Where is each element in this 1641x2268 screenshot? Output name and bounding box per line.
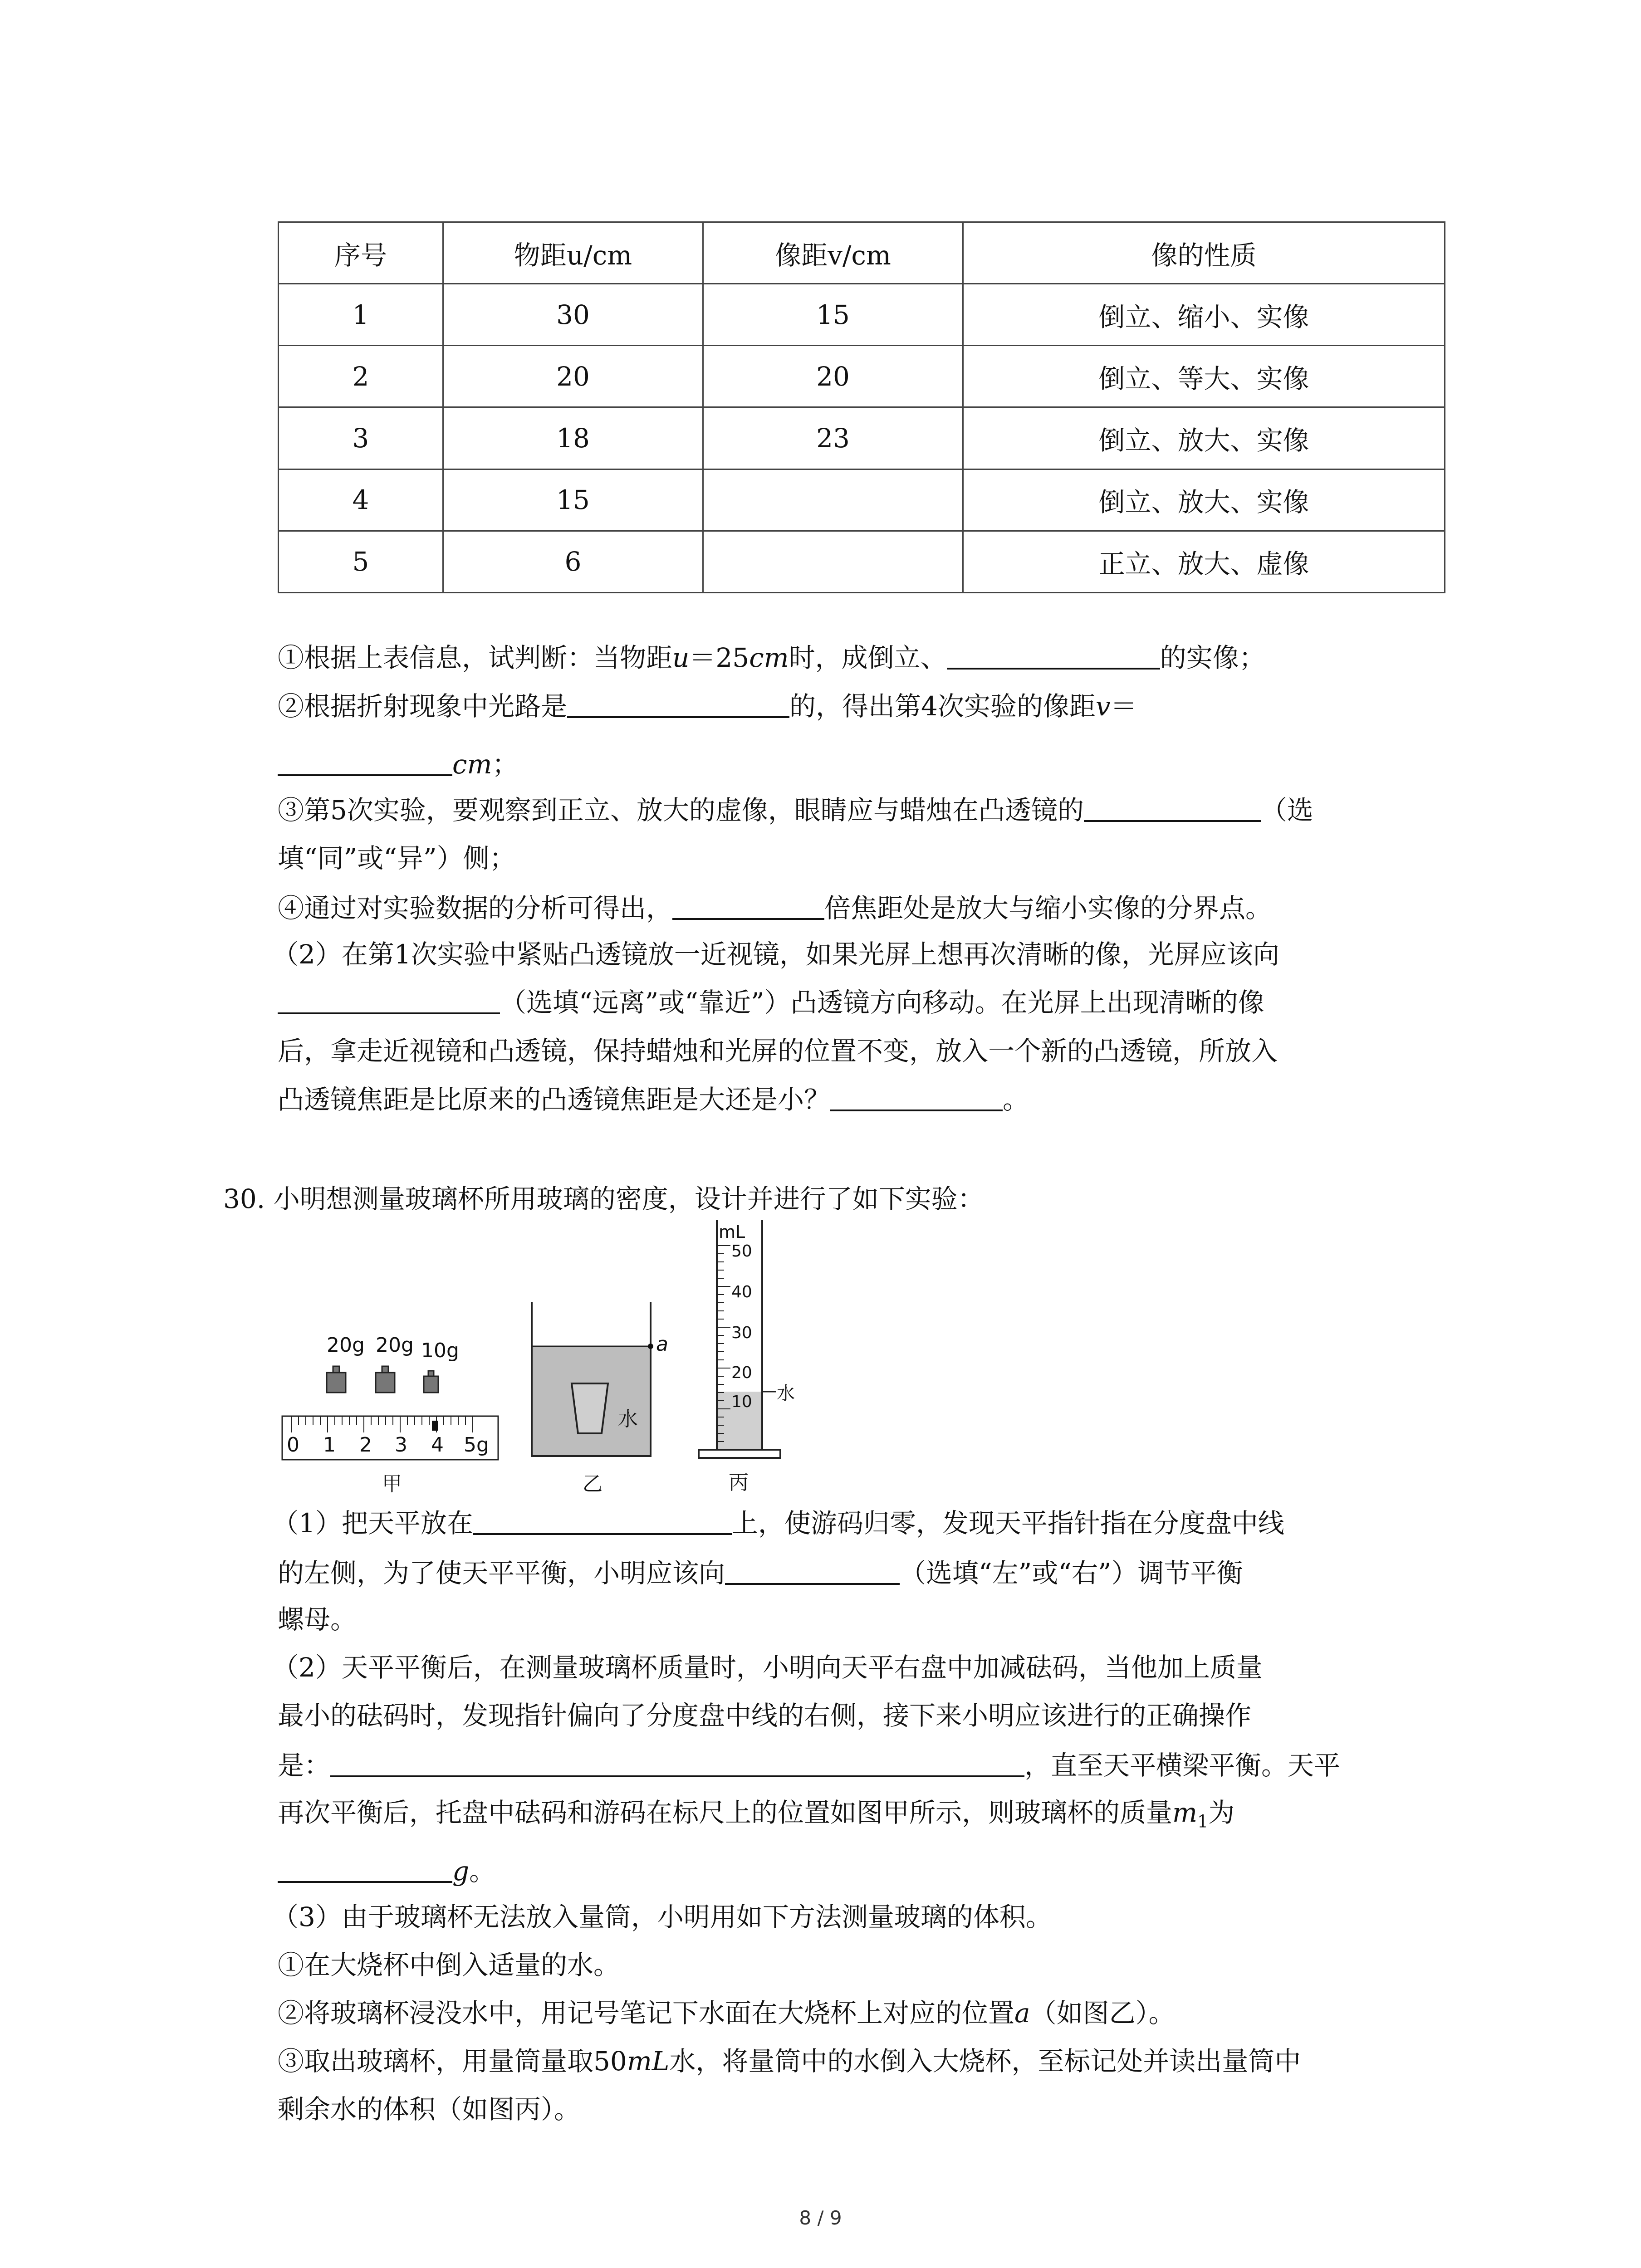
page-number: 8 / 9 [799, 2207, 842, 2229]
table-cell: 正立、放大、虚像 [963, 531, 1445, 592]
q30-line-13: 剩余水的体积（如图丙）。 [278, 2094, 581, 2125]
answer-blank[interactable] [567, 691, 789, 718]
table-cell: 倒立、等大、实像 [963, 346, 1445, 407]
q30-line-5: 最小的砝码时，发现指针偏向了分度盘中线的右侧，接下来小明应该进行的正确操作 [278, 1700, 1252, 1731]
table-row [279, 407, 1445, 469]
table-cell: 1 [279, 284, 443, 346]
table-cell [703, 531, 963, 592]
table-cell: 3 [279, 407, 443, 469]
q29-line-10: 凸透镜焦距是比原来的凸透镜焦距是大还是小？ 。 [278, 1084, 1029, 1115]
table-cell: 18 [443, 407, 703, 469]
q29-line-9: 后，拿走近视镜和凸透镜，保持蜡烛和光屏的位置不变，放入一个新的凸透镜，所放入 [278, 1036, 1278, 1066]
q29-line-3: cm； [278, 746, 519, 782]
figure-jia-balance: 20g 20g 10g 0 1 2 3 4 5g 甲 [278, 1329, 505, 1492]
table-cell: 倒立、缩小、实像 [963, 284, 1445, 346]
question-intro: 小明想测量玻璃杯所用玻璃的密度，设计并进行了如下实验： [273, 1183, 984, 1214]
weight-10g-icon [424, 1371, 438, 1393]
q29-line-1: ①根据上表信息，试判断：当物距u＝25cm时，成倒立、 的实像； [278, 642, 1265, 673]
weight-20g-icon [327, 1366, 346, 1393]
header-image-distance: 像距v/cm [703, 222, 963, 284]
table-cell: 倒立、放大、实像 [963, 469, 1445, 531]
answer-blank[interactable] [330, 1750, 1024, 1777]
table-cell [703, 469, 963, 531]
q30-line-10: ①在大烧杯中倒入适量的水。 [278, 1950, 620, 1980]
answer-blank[interactable] [830, 1084, 1003, 1111]
caption-jia: 甲 [382, 1472, 402, 1496]
table-row [279, 531, 1445, 592]
rider-icon [432, 1421, 438, 1431]
q30-line-1: （1）把天平放在 上，使游码归零，发现天平指针指在分度盘中线 [272, 1508, 1284, 1539]
beaker-mark-a: a [656, 1333, 668, 1356]
question-number: 30. [223, 1183, 265, 1214]
q29-line-8: （选填“远离”或“靠近”）凸透镜方向移动。在光屏上出现清晰的像 [278, 984, 1264, 1021]
table-cell: 倒立、放大、实像 [963, 407, 1445, 469]
table-cell: 2 [279, 346, 443, 407]
answer-blank[interactable] [278, 749, 452, 776]
table-cell: 4 [279, 469, 443, 531]
answer-blank[interactable] [1084, 795, 1261, 822]
q29-line-7: （2）在第1次实验中紧贴凸透镜放一近视镜，如果光屏上想再次清晰的像，光屏应该向 [272, 939, 1279, 970]
table-cell: 6 [443, 531, 703, 592]
table-row [279, 469, 1445, 531]
q30-line-11: ②将玻璃杯浸没水中，用记号笔记下水面在大烧杯上对应的位置a（如图乙）。 [278, 1998, 1175, 2028]
q30-line-9: （3）由于玻璃杯无法放入量筒，小明用如下方法测量玻璃的体积。 [272, 1901, 1052, 1932]
table-cell: 20 [703, 346, 963, 407]
q30-line-4: （2）天平平衡后，在测量玻璃杯质量时，小明向天平右盘中加减砝码，当他加上质量 [272, 1652, 1263, 1683]
q29-line-4: ③第5次实验，要观察到正立、放大的虚像，眼睛应与蜡烛在凸透镜的 （选 [278, 795, 1313, 826]
figure-yi-beaker: a 水 乙 [526, 1297, 671, 1492]
caption-yi: 乙 [583, 1472, 603, 1496]
table-cell: 15 [703, 284, 963, 346]
header-image-nature: 像的性质 [963, 222, 1445, 284]
q30-line-6: 是： ，直至天平横梁平衡。天平 [278, 1750, 1341, 1781]
table-cell: 23 [703, 407, 963, 469]
beaker-with-glass-icon [526, 1297, 671, 1461]
q29-line-5: 填“同”或“异”）侧； [278, 843, 516, 874]
table-row [279, 284, 1445, 346]
table-header-row [279, 222, 1445, 284]
table-cell: 20 [443, 346, 703, 407]
weight-20g-icon [376, 1366, 395, 1393]
q30-line-8: g。 [278, 1853, 495, 1889]
q29-line-2: ②根据折射现象中光路是 的，得出第4次实验的像距v＝ [278, 691, 1137, 722]
table-row [279, 346, 1445, 407]
q30-line-3: 螺母。 [278, 1604, 357, 1635]
answer-blank[interactable] [947, 642, 1160, 670]
figure-bing-cylinder: mL 50 40 30 20 10 水 丙 [694, 1216, 803, 1497]
q30-line-12: ③取出玻璃杯，用量筒量取50mL水，将量筒中的水倒入大烧杯，至标记处并读出量筒中 [278, 2046, 1301, 2077]
answer-blank[interactable] [278, 1856, 452, 1883]
table-cell: 5 [279, 531, 443, 592]
answer-blank[interactable] [473, 1508, 732, 1535]
q30-line-2: 的左侧，为了使天平平衡，小明应该向 （选填“左”或“右”）调节平衡 [278, 1558, 1243, 1589]
q30-intro-line [223, 1181, 984, 1217]
q30-line-7: 再次平衡后，托盘中砝码和游码在标尺上的位置如图甲所示，则玻璃杯的质量$m_1$为 [278, 1797, 1235, 1832]
answer-blank[interactable] [278, 987, 500, 1014]
table-cell: 15 [443, 469, 703, 531]
lens-experiment-table [278, 221, 1445, 593]
header-index: 序号 [279, 222, 443, 284]
table-cell: 30 [443, 284, 703, 346]
q29-line-6: ④通过对实验数据的分析可得出， 倍焦距处是放大与缩小实像的分界点。 [278, 893, 1272, 924]
answer-blank[interactable] [725, 1558, 900, 1585]
answer-blank[interactable] [672, 893, 824, 920]
header-object-distance: 物距u/cm [443, 222, 703, 284]
caption-bing: 丙 [729, 1471, 749, 1494]
